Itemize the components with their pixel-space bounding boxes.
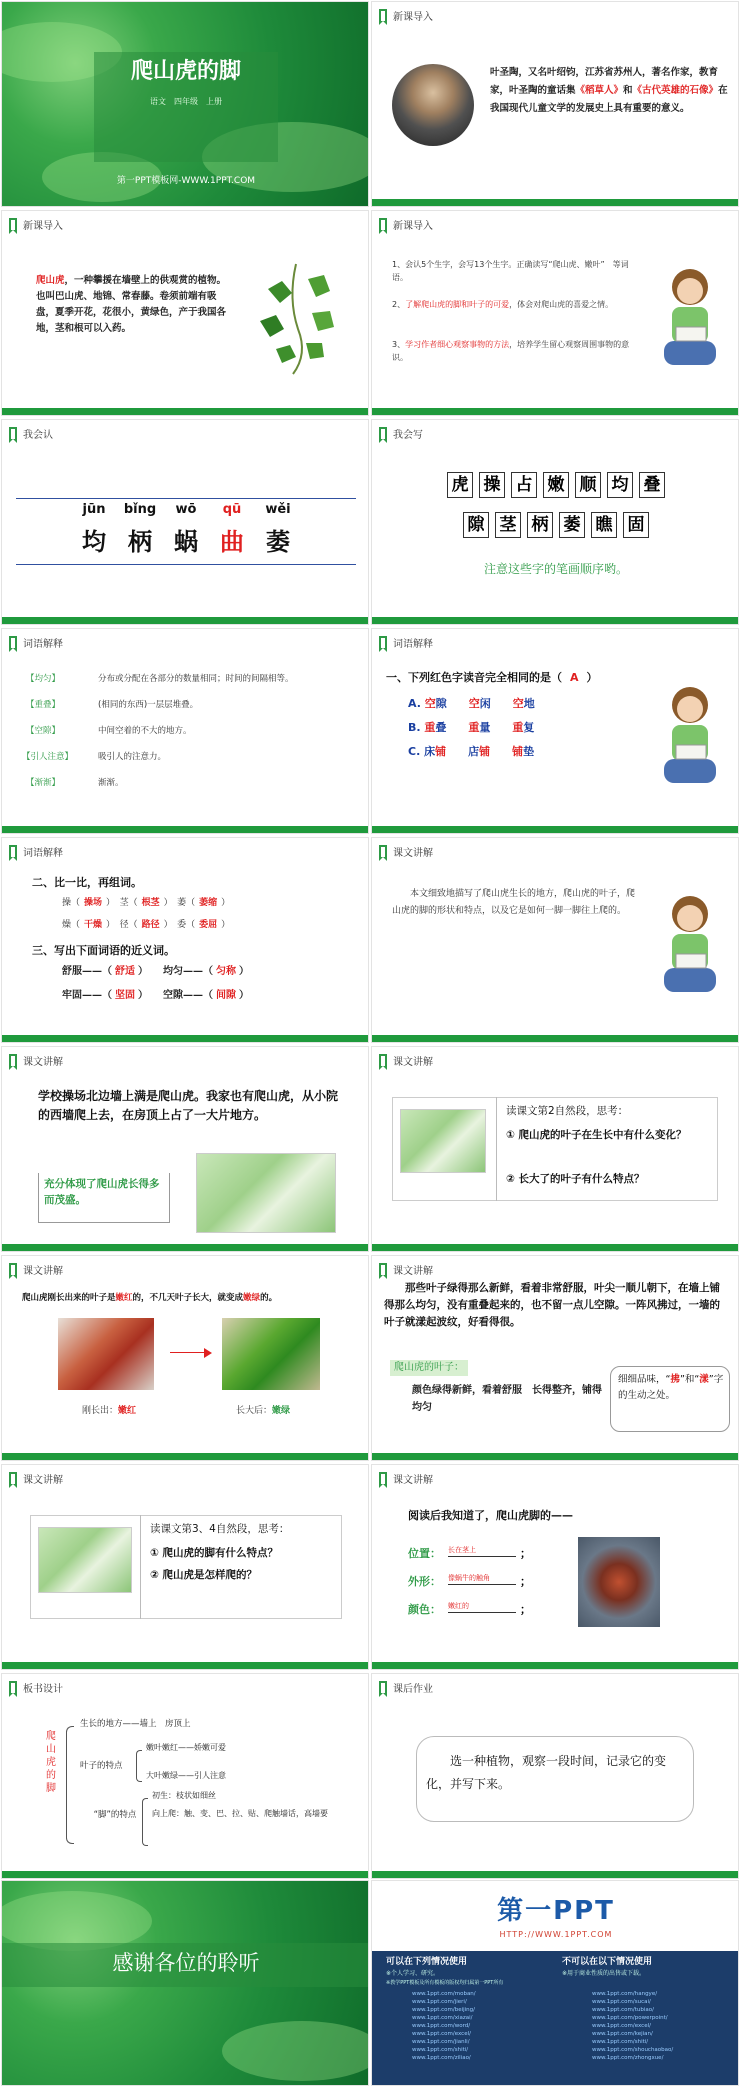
stroke-order-note: 注意这些字的笔画顺序哟。 bbox=[483, 562, 628, 576]
bookmark-icon bbox=[9, 427, 17, 439]
copyright-note: ※教学PPT模板及所有模板的版权均归属第一PPT所有 bbox=[386, 1980, 504, 1986]
question-1: ① 爬山虎的脚有什么特点？ bbox=[150, 1547, 279, 1559]
header-text: 词语解释 bbox=[23, 638, 63, 650]
divider-line-top bbox=[16, 498, 356, 499]
bookmark-icon bbox=[379, 427, 387, 439]
ivy-wall-photo bbox=[400, 1109, 486, 1173]
allowed-title: 可以在下列情况使用 bbox=[386, 1957, 468, 1967]
slide-footer: 第一PPT模板网-WWW.1PPT.COM bbox=[116, 176, 256, 186]
leaf-pattern bbox=[222, 2021, 369, 2081]
link[interactable]: www.1ppt.com/excel/ bbox=[592, 2022, 651, 2029]
header-text: 词语解释 bbox=[393, 638, 433, 650]
vocab-definition: 中间空着的不大的地方。 bbox=[98, 726, 192, 736]
header-text: 课文讲解 bbox=[393, 1056, 433, 1068]
ivy-wall-photo bbox=[196, 1153, 336, 1233]
caption-red: 刚长出：嫩红 bbox=[82, 1406, 137, 1416]
bookmark-icon bbox=[9, 636, 17, 648]
option-b[interactable]: B. 重叠 重量 重复 bbox=[408, 721, 535, 734]
slide-header bbox=[2, 629, 368, 655]
slide-question-leaves[interactable] bbox=[371, 1046, 739, 1252]
slide-header bbox=[372, 2, 738, 28]
green-leaf-photo bbox=[222, 1318, 320, 1390]
bookmark-icon bbox=[379, 218, 387, 230]
vocab-word: 【引人注意】 bbox=[22, 752, 74, 762]
header-text: 我会写 bbox=[393, 429, 423, 441]
author-bio: 叶圣陶，又名叶绍钧，江苏省苏州人，著名作家，教育家，叶圣陶的童话集《稻草人》和《古代英雄的石像》在我国现代儿童文学的发展史上具有重要的意义。 bbox=[490, 67, 728, 115]
vocab-definition: 分布或分配在各部分的数量相同；时间的间隔相等。 bbox=[98, 674, 294, 684]
header-text: 新课导入 bbox=[393, 11, 433, 23]
bookmark-icon bbox=[379, 1054, 387, 1066]
header-text: 我会认 bbox=[23, 429, 53, 441]
slide-header bbox=[2, 838, 368, 864]
vocab-definition: (相同的东西)一层层堆叠。 bbox=[98, 700, 199, 710]
vocab-definition: 渐渐。 bbox=[98, 778, 124, 788]
bottom-bar bbox=[372, 1244, 738, 1251]
bottom-bar bbox=[372, 1871, 738, 1878]
vocab-word: 【空隙】 bbox=[26, 726, 61, 736]
slide-vocab[interactable] bbox=[1, 628, 369, 834]
slide-header bbox=[2, 1256, 368, 1282]
leaf-pattern bbox=[1, 1891, 152, 1951]
slide-question-feet[interactable] bbox=[1, 1464, 369, 1670]
bookmark-icon bbox=[379, 9, 387, 21]
brand-logo: 第一PPT bbox=[497, 1896, 615, 1926]
slide-header bbox=[2, 211, 368, 237]
link[interactable]: www.1ppt.com/ziliao/ bbox=[412, 2054, 471, 2061]
section-3-title: 三、写出下面词语的近义词。 bbox=[32, 944, 175, 957]
not-allowed-title: 不可以在以下情况使用 bbox=[562, 1957, 653, 1967]
homework-text: 选一种植物，观察一段时间，记录它的变化，并写下来。 bbox=[426, 1754, 667, 1791]
slide-header bbox=[2, 1465, 368, 1491]
reading-girl-illustration bbox=[650, 679, 730, 799]
slide-header bbox=[2, 1047, 368, 1073]
brace-leaves bbox=[136, 1750, 142, 1782]
link[interactable]: www.1ppt.com/jieri/ bbox=[412, 1998, 467, 2005]
slide-write[interactable] bbox=[371, 419, 739, 625]
ivy-wall-photo bbox=[38, 1527, 132, 1593]
leaf-color-text: 爬山虎刚长出来的叶子是嫩红的，不几天叶子长大，就变成嫩绿的。 bbox=[22, 1293, 278, 1303]
slide-header bbox=[372, 838, 738, 864]
row-key: 颜色： bbox=[408, 1603, 441, 1616]
row-value: 嫩红的 bbox=[448, 1601, 516, 1613]
slide-goals[interactable] bbox=[371, 210, 739, 416]
bookmark-icon bbox=[9, 1472, 17, 1484]
row-value: 长在茎上 bbox=[448, 1545, 516, 1557]
bottom-bar bbox=[372, 1035, 738, 1042]
row-semicolon: ； bbox=[520, 1547, 531, 1560]
link[interactable]: www.1ppt.com/beijing/ bbox=[412, 2006, 476, 2013]
slide-leaf-description[interactable] bbox=[371, 1255, 739, 1461]
board-feet-2: 向上爬：触、变、巴、拉、贴、爬触墙话，高墙要 bbox=[152, 1809, 328, 1818]
slide-homework[interactable] bbox=[371, 1673, 739, 1879]
bottom-bar bbox=[372, 1453, 738, 1460]
summary-intro: 阅读后我知道了，爬山虎脚的—— bbox=[408, 1509, 573, 1522]
paragraph-text: 那些叶子绿得那么新鲜，看着非常舒服，叶尖一顺儿朝下，在墙上铺得那么均匀，没有重叠起来的，也不留一点儿空隙。一阵风拂过，一墙的叶子就漾起波纹，好看得很。 bbox=[384, 1282, 720, 1328]
allowed-note: ※个人学习、研究。 bbox=[386, 1970, 440, 1977]
reading-girl-illustration bbox=[650, 888, 730, 1008]
callout-text: 细细品味，“拂”和“漾”字的生动之处。 bbox=[618, 1374, 724, 1402]
slide-header bbox=[372, 1674, 738, 1700]
bookmark-icon bbox=[379, 845, 387, 857]
header-text: 课文讲解 bbox=[393, 1265, 433, 1277]
write-row-2: 隙 茎 柄 萎 瞧 固 bbox=[372, 512, 739, 538]
board-leaf-1: 嫩叶嫩红——娇嫩可爱 bbox=[146, 1743, 226, 1752]
ivy-plant-illustration bbox=[238, 259, 354, 377]
compare-row-1: 操（ 操场 ） 茎（ 根茎 ） 萎（ 萎缩 ） bbox=[62, 898, 231, 908]
bookmark-icon bbox=[9, 218, 17, 230]
slide-header bbox=[2, 1674, 368, 1700]
slide-title[interactable] bbox=[1, 1, 369, 207]
row-semicolon: ； bbox=[520, 1575, 531, 1588]
bottom-bar bbox=[2, 1871, 368, 1878]
header-text: 板书设计 bbox=[23, 1683, 63, 1695]
header-text: 课文讲解 bbox=[23, 1056, 63, 1068]
question-1: ① 爬山虎的叶子在生长中有什么变化？ bbox=[506, 1129, 687, 1141]
link[interactable]: www.1ppt.com/word/ bbox=[412, 2022, 471, 2029]
row-key: 位置： bbox=[408, 1547, 441, 1560]
paragraph-text: 学校操场北边墙上满是爬山虎。我家也有爬山虎，从小院的西墙爬上去，在房顶上占了一大片地方。 bbox=[38, 1089, 339, 1123]
link[interactable]: www.1ppt.com/shiti/ bbox=[592, 2038, 649, 2045]
goal-2: 2、了解爬山虎的脚和叶子的可爱，体会对爬山虎的喜爱之情。 bbox=[392, 300, 614, 309]
slide-subtitle: 语文 四年级 上册 bbox=[150, 97, 222, 106]
slide-pronunciation[interactable] bbox=[371, 628, 739, 834]
goal-3: 3、学习作者细心观察事物的方法，培养学生留心观察周围事物的意识。 bbox=[392, 340, 630, 362]
vocab-word: 【重叠】 bbox=[26, 700, 61, 710]
reading-girl-illustration bbox=[650, 261, 730, 381]
option-c[interactable]: C. 床铺 店铺 铺垫 bbox=[408, 745, 535, 758]
write-row-1: 虎 操 占 嫩 顺 均 叠 bbox=[372, 472, 739, 498]
char-row: 均 柄 蜗 曲 萎 bbox=[82, 528, 290, 556]
slide-header bbox=[372, 1256, 738, 1282]
vocab-definition: 吸引人的注意力。 bbox=[98, 752, 167, 762]
link[interactable]: www.1ppt.com/zhongxue/ bbox=[592, 2054, 664, 2061]
bottom-bar bbox=[2, 1035, 368, 1042]
header-text: 词语解释 bbox=[23, 847, 63, 859]
bottom-bar bbox=[2, 617, 368, 624]
header-text: 课文讲解 bbox=[23, 1265, 63, 1277]
slide-board-design[interactable] bbox=[1, 1673, 369, 1879]
goal-1: 1、会认5个生字，会写13个生字。正确读写“爬山虎、嫩叶” 等词语。 bbox=[392, 260, 629, 282]
bottom-bar bbox=[2, 1662, 368, 1669]
section-2-title: 二、比一比，再组词。 bbox=[32, 876, 142, 889]
bottom-bar bbox=[2, 1244, 368, 1251]
link[interactable]: www.1ppt.com/shouchaobao/ bbox=[592, 2046, 674, 2053]
vocab-word: 【渐渐】 bbox=[26, 778, 61, 788]
link[interactable]: www.1ppt.com/hangye/ bbox=[592, 1991, 658, 1997]
link-list-left bbox=[412, 1991, 552, 2063]
compare-row-2: 燥（ 干燥 ） 径（ 路径 ） 委（ 委屈 ） bbox=[62, 920, 231, 930]
slide-intro-author[interactable] bbox=[371, 1, 739, 207]
row-key: 外形： bbox=[408, 1575, 441, 1588]
bookmark-icon bbox=[9, 845, 17, 857]
header-text: 新课导入 bbox=[393, 220, 433, 232]
bookmark-icon bbox=[379, 636, 387, 648]
slide-header bbox=[372, 1047, 738, 1073]
bookmark-icon bbox=[379, 1263, 387, 1275]
slide-intro-plant[interactable] bbox=[1, 210, 369, 416]
thanks-text: 感谢各位的聆听 bbox=[112, 1951, 260, 1975]
pinyin-row: jūn bǐng wō qū wěi bbox=[82, 502, 291, 517]
bottom-bar bbox=[2, 408, 368, 415]
slide-title-text: 爬山虎的脚 bbox=[130, 59, 241, 84]
board-branch-3: “脚”的特点 bbox=[93, 1810, 137, 1820]
link[interactable]: www.1ppt.com/jianli/ bbox=[412, 2038, 470, 2045]
bookmark-icon bbox=[9, 1681, 17, 1693]
board-branch-1: 生长的地方——墙上 房顶上 bbox=[80, 1719, 191, 1729]
board-leaf-2: 大叶嫩绿——引人注意 bbox=[146, 1771, 226, 1780]
leaf-label: 爬山虎的叶子： bbox=[390, 1360, 468, 1376]
header-text: 新课导入 bbox=[23, 220, 63, 232]
synonym-row-2: 牢固——（ 坚固 ） 空隙——（ 间隙 ） bbox=[62, 990, 249, 1001]
synonym-row-1: 舒服——（ 舒适 ） 均匀——（ 匀称 ） bbox=[62, 966, 249, 977]
slide-overview[interactable] bbox=[371, 837, 739, 1043]
link[interactable]: www.1ppt.com/shiti/ bbox=[412, 2046, 469, 2053]
row-semicolon: ； bbox=[520, 1603, 531, 1616]
slide-feet-summary[interactable] bbox=[371, 1464, 739, 1670]
board-root: 爬山虎的脚 bbox=[46, 1731, 56, 1794]
bookmark-icon bbox=[379, 1472, 387, 1484]
slide-compare[interactable] bbox=[1, 837, 369, 1043]
ivy-feet-photo bbox=[578, 1537, 660, 1627]
note-text: 充分体现了爬山虎长得多而茂盛。 bbox=[44, 1178, 160, 1206]
divider bbox=[140, 1515, 141, 1619]
leaf-summary: 颜色绿得新鲜，看着舒服 长得整齐，铺得均匀 bbox=[412, 1385, 602, 1413]
slide-copyright[interactable] bbox=[371, 1880, 739, 2086]
bookmark-icon bbox=[9, 1263, 17, 1275]
bottom-bar bbox=[372, 199, 738, 206]
slide-leaf-color[interactable] bbox=[1, 1255, 369, 1461]
link[interactable]: www.1ppt.com/kejian/ bbox=[592, 2030, 653, 2037]
board-feet-1: 初生：枝状如细丝 bbox=[152, 1791, 216, 1800]
slide-recognize[interactable] bbox=[1, 419, 369, 625]
link[interactable]: www.1ppt.com/powerpoint/ bbox=[592, 2014, 668, 2021]
bottom-bar bbox=[372, 408, 738, 415]
slide-header bbox=[372, 629, 738, 655]
caption-green: 长大后：嫩绿 bbox=[236, 1406, 291, 1416]
question-2: ② 爬山虎是怎样爬的？ bbox=[150, 1569, 258, 1581]
question-2: ② 长大了的叶子有什么特点？ bbox=[506, 1173, 645, 1185]
overview-text: 本文细致地描写了爬山虎生长的地方，爬山虎的叶子，爬山虎的脚的形状和特点，以及它是如何一脚一脚往上爬的。 bbox=[392, 889, 636, 917]
arrow-right-icon bbox=[204, 1348, 212, 1358]
vocab-word: 【均匀】 bbox=[26, 674, 61, 684]
bookmark-icon bbox=[379, 1681, 387, 1693]
link-list-right bbox=[592, 1991, 732, 2063]
question-intro: 读课文第2自然段，思考： bbox=[506, 1105, 629, 1117]
brace-feet bbox=[142, 1798, 148, 1846]
header-text: 课文讲解 bbox=[23, 1474, 63, 1486]
slide-header bbox=[372, 420, 738, 446]
bottom-bar bbox=[372, 826, 738, 833]
slide-paragraph-1[interactable] bbox=[1, 1046, 369, 1252]
bookmark-icon bbox=[9, 1054, 17, 1066]
link[interactable]: www.1ppt.com/moban/ bbox=[412, 1991, 476, 1997]
brand-url: HTTP://WWW.1PPT.COM bbox=[499, 1930, 613, 1939]
arrow-line bbox=[170, 1352, 208, 1353]
divider bbox=[496, 1097, 497, 1201]
question: 一、下列红色字读音完全相同的是（ A ） bbox=[386, 671, 598, 684]
header-text: 课后作业 bbox=[393, 1683, 433, 1695]
bottom-bar bbox=[2, 826, 368, 833]
plant-description: 爬山虎，一种攀援在墙壁上的供观赏的植物。也叫巴山虎、地锦、常春藤。卷须前端有吸盘，夏季开花，花很小，黄绿色，产于我国各地，茎和根可以入药。 bbox=[36, 275, 227, 335]
option-a[interactable]: A. 空隙 空闲 空地 bbox=[408, 697, 535, 710]
red-leaf-photo bbox=[58, 1318, 154, 1390]
bottom-bar bbox=[372, 617, 738, 624]
author-portrait bbox=[392, 64, 474, 146]
brace-main bbox=[66, 1726, 74, 1844]
question-intro: 读课文第3、4自然段，思考： bbox=[150, 1523, 290, 1535]
slide-header bbox=[2, 420, 368, 446]
link[interactable]: www.1ppt.com/sucai/ bbox=[592, 1998, 651, 2005]
slide-header bbox=[372, 211, 738, 237]
slide-header bbox=[372, 1465, 738, 1491]
link[interactable]: www.1ppt.com/excel/ bbox=[412, 2030, 471, 2037]
bottom-bar bbox=[372, 1662, 738, 1669]
divider-line-bottom bbox=[16, 564, 356, 565]
header-text: 课文讲解 bbox=[393, 847, 433, 859]
link[interactable]: www.1ppt.com/tubiao/ bbox=[592, 2006, 654, 2013]
header-text: 课文讲解 bbox=[393, 1474, 433, 1486]
row-value: 像蜗牛的触角 bbox=[448, 1573, 516, 1585]
slide-thanks[interactable] bbox=[1, 1880, 369, 2086]
not-allowed-note: ※用于商业性质的出售或下载。 bbox=[562, 1970, 646, 1977]
link[interactable]: www.1ppt.com/xiazai/ bbox=[412, 2014, 473, 2021]
board-branch-2: 叶子的特点 bbox=[80, 1761, 123, 1771]
bottom-bar bbox=[2, 1453, 368, 1460]
